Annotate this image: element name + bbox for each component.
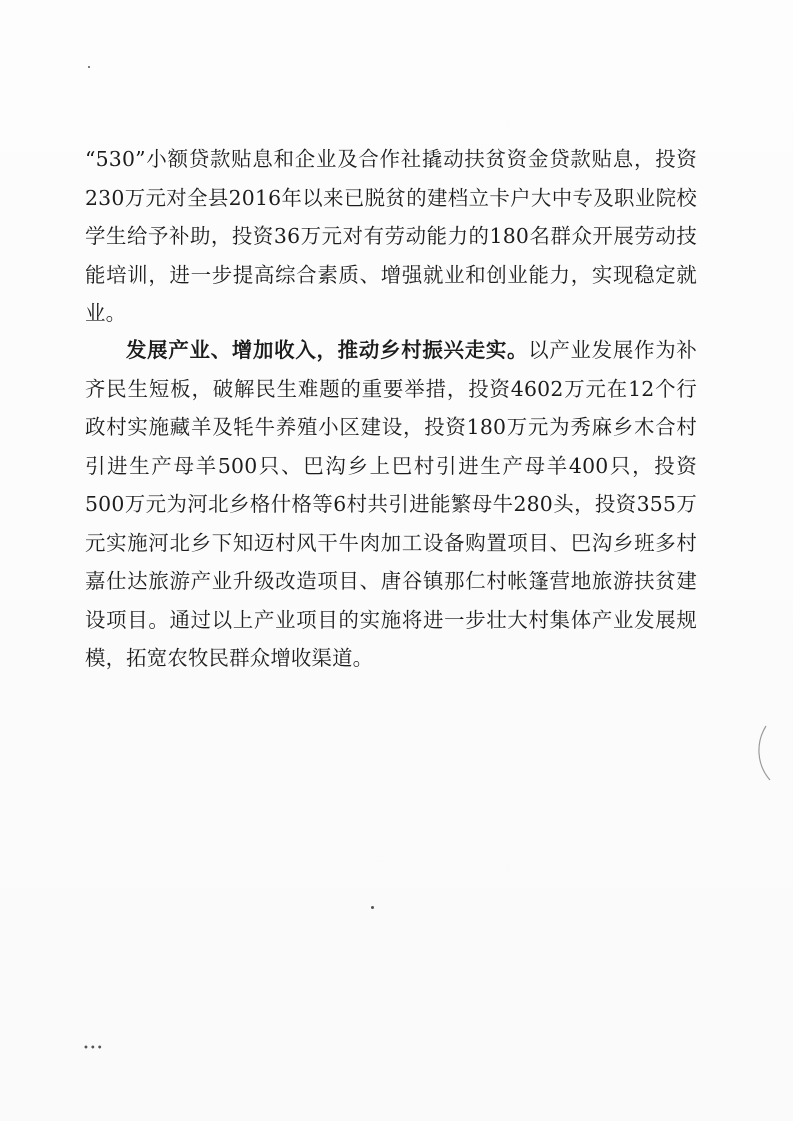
paragraph-2-body: 以产业发展作为补齐民生短板，破解民生难题的重要举措，投资4602万元在12个行政村实施藏羊及牦牛养殖小区建设，投资180万元为秀麻乡木合村引进生产母羊500只、巴沟乡上巴村引进生产母羊400只，投资500万元为河北乡格什格等6村共引进能繁母牛280头，投资355万元实施河北乡下知迈村风干牛肉加工设备购置项目、巴沟乡班多村嘉仕达旅游产业升级改造项目、唐谷镇那仁村帐篷营地旅游扶贫建设项目。通过以上产业项目的实施将进一步壮大村集体产业发展规模，拓宽农牧民群众增收渠道。: [85, 338, 697, 670]
paragraph-1-text: “530”小额贷款贴息和企业及合作社撬动扶贫资金贷款贴息，投资230万元对全县2016年以来已脱贫的建档立卡户大中专及职业院校学生给予补助，投资36万元对有劳动能力的180名群众开展劳动技能培训，进一步提高综合素质、增强就业和创业能力，实现稳定就业。: [85, 147, 697, 325]
scan-artifact-arc: [752, 724, 774, 784]
scan-dots: •••: [83, 1043, 104, 1054]
paragraph-1: [85, 140, 697, 333]
scan-speck: [371, 906, 374, 909]
scan-speck: [88, 66, 90, 68]
paragraph-2: [85, 331, 697, 678]
paragraph-2-lead: 发展产业、增加收入，推动乡村振兴走实。: [126, 338, 529, 362]
